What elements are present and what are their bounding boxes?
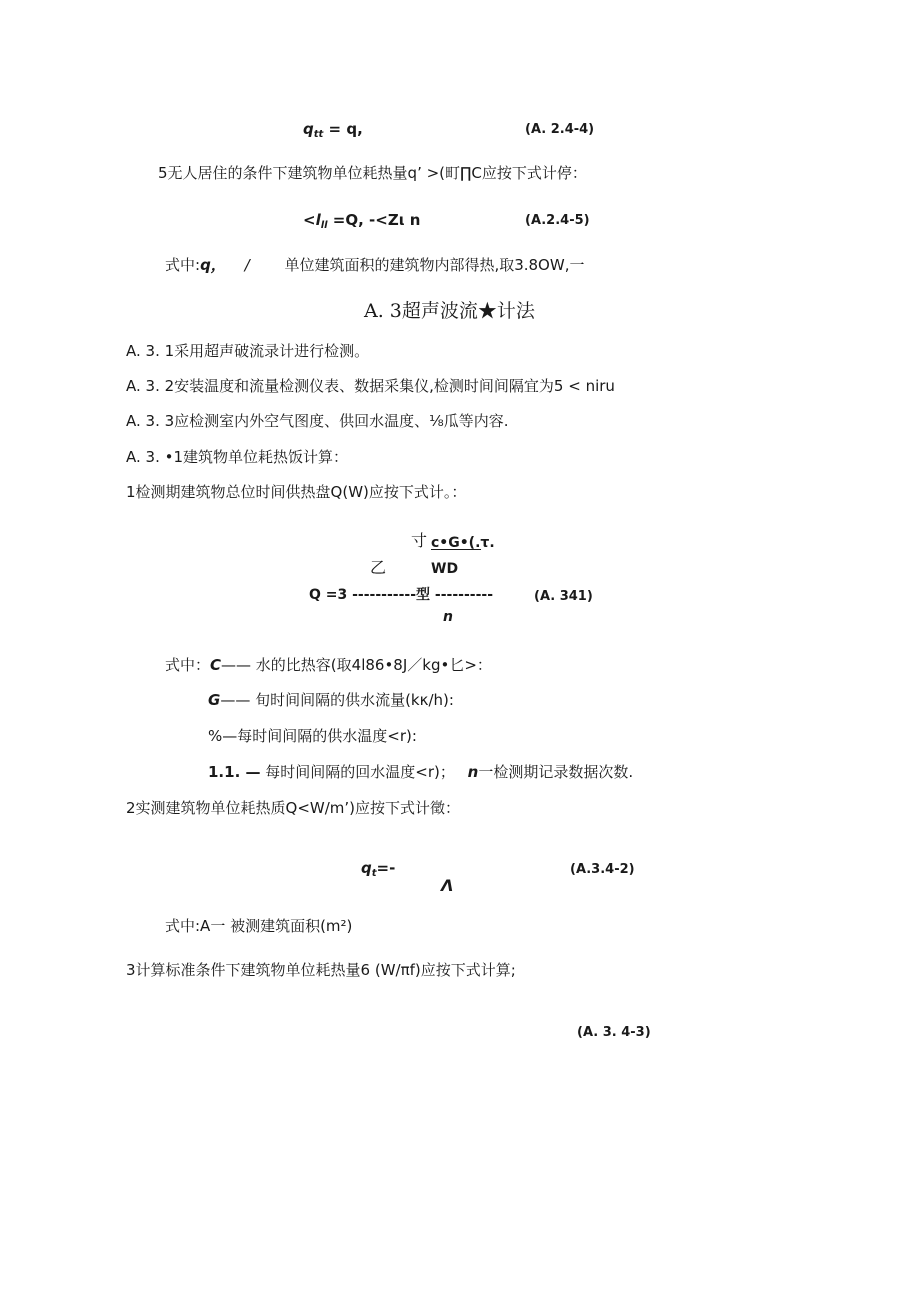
where-clause-area: 式中:A一 被测建筑面积(m²) bbox=[165, 917, 353, 935]
equation-lhs-subscript: ll bbox=[320, 220, 328, 231]
where-clause-c bbox=[165, 655, 492, 675]
equation-number: (A. 341) bbox=[534, 589, 593, 604]
equation-a342 bbox=[361, 858, 395, 884]
where-clause-return-temp bbox=[208, 762, 633, 782]
equation-lhs-subscript: tt bbox=[313, 129, 324, 140]
equation-number: (A.2.4-5) bbox=[525, 213, 590, 228]
symbol: q， bbox=[200, 256, 226, 274]
clause-a331: A. 3. 1采用超声破流录计进行检测。 bbox=[126, 342, 370, 360]
symbol-description: —— 旬时间间隔的供水流量(kκ/h): bbox=[220, 691, 454, 709]
equation-a342-denominator: Λ bbox=[441, 876, 454, 895]
symbol-description: 单位建筑面积的建筑物内部得热,取3.8OW,一 bbox=[284, 256, 585, 274]
where-clause-supply-temp: %—每时间间隔的供水温度<r): bbox=[208, 727, 417, 745]
equation-rhs: =- bbox=[376, 859, 396, 877]
section-title: A. 3超声波流★计法 bbox=[364, 300, 535, 322]
where-clause-1 bbox=[165, 255, 584, 275]
symbol-description: 一检测期记录数据次数. bbox=[478, 763, 634, 781]
equation-number: (A. 3. 4-3) bbox=[577, 1025, 651, 1040]
symbol-description: 每时间间隔的回水温度<r)； bbox=[265, 763, 455, 781]
item-prefix: 1.1. — bbox=[208, 763, 261, 781]
equation-lhs: q bbox=[361, 859, 372, 877]
paragraph-item-3: 3计算标准条件下建筑物单位耗热量6 (W/πf)应按下式计算; bbox=[126, 961, 516, 979]
equation-a244 bbox=[303, 119, 363, 145]
where-prefix: 式中: bbox=[165, 256, 201, 274]
equation-a245 bbox=[303, 210, 420, 236]
symbol: / bbox=[244, 256, 250, 274]
paragraph-item-1: 1检测期建筑物总位时间供热盘Q(W)应按下式计。： bbox=[126, 483, 467, 501]
symbol: C bbox=[210, 656, 222, 674]
equation-number: (A. 2.4-4) bbox=[525, 122, 595, 137]
equation-rhs: = q, bbox=[323, 120, 363, 138]
equation-a341-lhs: Q =3 -----------型 ---------- bbox=[309, 587, 494, 603]
clause-a333: A. 3. 3应检测室内外空气图度、供回水温度、⅛瓜等内容. bbox=[126, 412, 509, 430]
equation-wd: WD bbox=[431, 561, 459, 577]
sigma-symbol: 寸 bbox=[411, 531, 428, 550]
paragraph-item-5: 5无人居住的条件下建筑物单位耗热量q’ >(町∏C应按下式计停： bbox=[158, 164, 587, 182]
equation-numerator: c•G•(.τ. bbox=[431, 535, 495, 551]
where-clause-g bbox=[208, 690, 454, 710]
symbol-description: —— 水的比热容(取4l86•8J／kg•匕>： bbox=[221, 656, 492, 674]
equation-number: (A.3.4-2) bbox=[570, 862, 635, 877]
numerator-underline bbox=[431, 549, 481, 550]
equation-rhs: =Q, -<Zι n bbox=[327, 211, 421, 229]
symbol: n bbox=[467, 763, 479, 781]
equation-lhs-subscript: t bbox=[371, 868, 377, 879]
equation-lhs: <l bbox=[303, 211, 321, 229]
equation-lhs: q bbox=[303, 120, 314, 138]
clause-a332: A. 3. 2安装温度和流量检测仪表、数据采集仪,检测时间间隔宜为5 < niru bbox=[126, 377, 615, 395]
equation-denominator: n bbox=[443, 609, 453, 625]
paragraph-item-2: 2实测建筑物单位耗热质Q<W/m’)应按下式计徵： bbox=[126, 799, 461, 817]
where-prefix: 式中： bbox=[165, 656, 211, 674]
sum-lower-symbol: 乙 bbox=[370, 558, 387, 577]
clause-a334: A. 3. •1建筑物单位耗热饭计算： bbox=[126, 448, 349, 466]
symbol: G bbox=[208, 691, 221, 709]
